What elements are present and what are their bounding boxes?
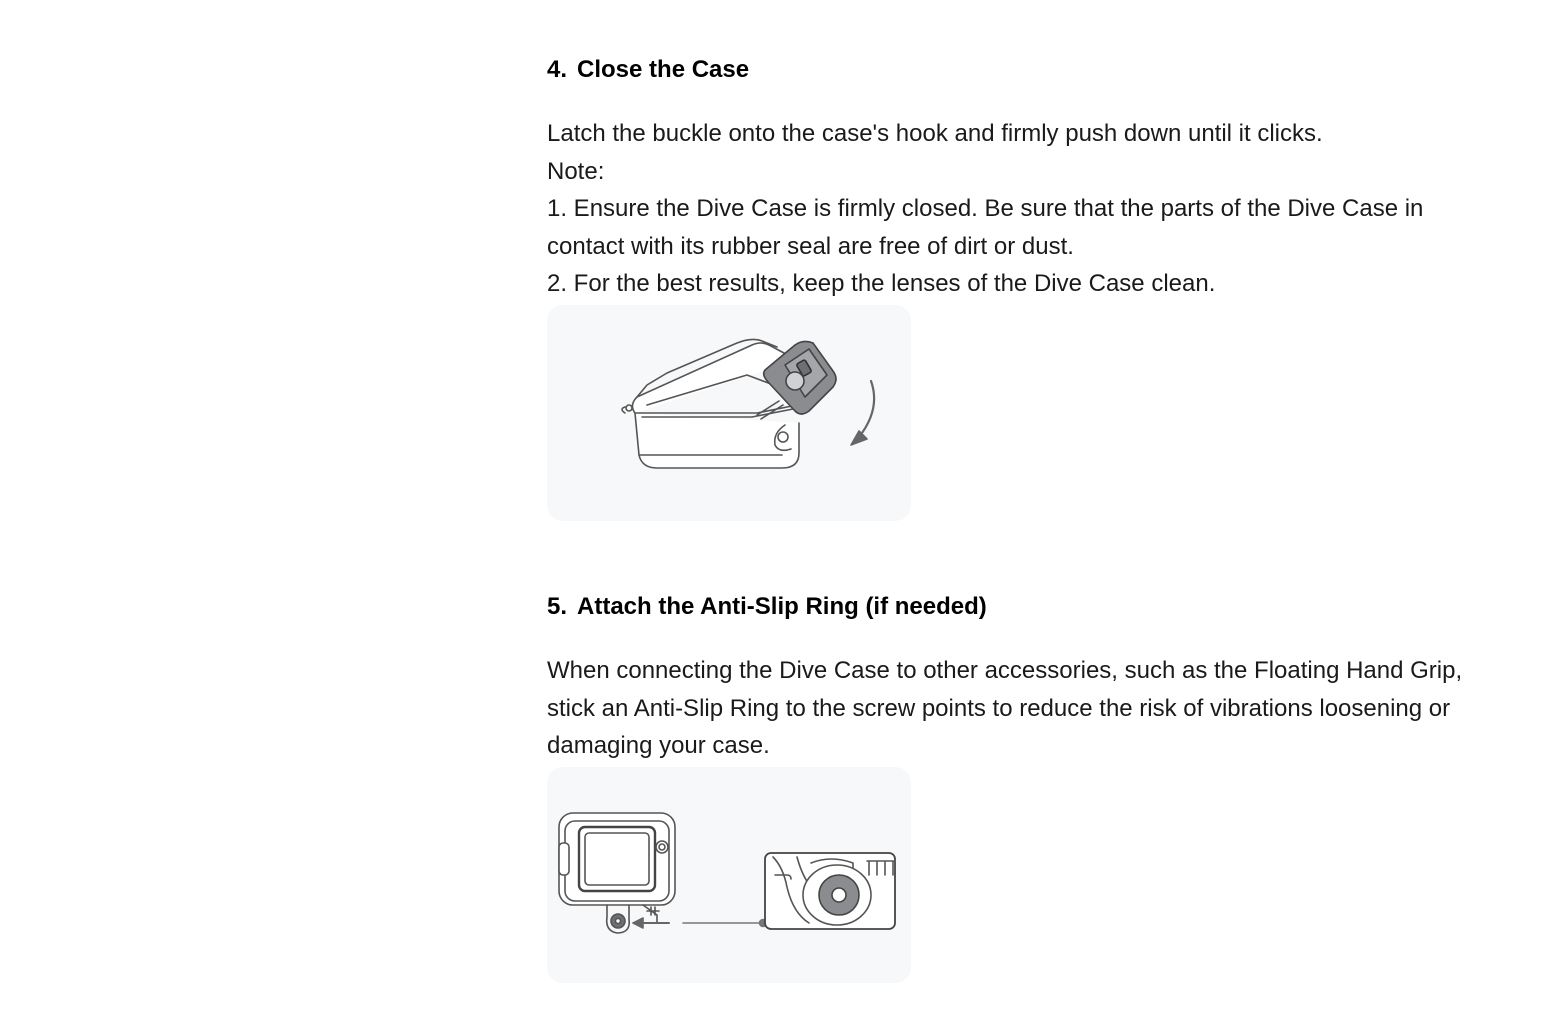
step-4-note-1: 1. Ensure the Dive Case is firmly closed. Be sure that the parts of the Dive Case in contact with its rubber seal are free of dirt or dust. xyxy=(547,195,1424,260)
step-4-heading xyxy=(547,55,749,85)
step-4-note-label: Note: xyxy=(547,157,605,185)
dive-case-closing-figure xyxy=(547,305,911,521)
step-5-heading xyxy=(547,592,987,622)
step-5-paragraph: When connecting the Dive Case to other accessories, such as the Floating Hand Grip, stick an Anti-Slip Ring to the screw points to reduce the risk of vibrations loosening or damaging your case. xyxy=(547,657,1463,760)
step-4-title: Close the Case xyxy=(577,56,750,83)
step-4-description xyxy=(547,115,1482,303)
step-5-title: Attach the Anti-Slip Ring (if needed) xyxy=(577,593,987,620)
step-5-number: 5. xyxy=(547,593,568,620)
step-4-line-1: Latch the buckle onto the case's hook and firmly push down until it clicks. xyxy=(547,120,1323,147)
dive-case-closing-icon xyxy=(547,305,911,521)
anti-slip-ring-figure xyxy=(547,767,911,983)
step-4-note-2: 2. For the best results, keep the lenses of the Dive Case clean. xyxy=(547,270,1216,298)
anti-slip-ring-icon xyxy=(547,767,911,983)
step-4-number: 4. xyxy=(547,56,568,83)
step-5-description xyxy=(547,652,1482,765)
